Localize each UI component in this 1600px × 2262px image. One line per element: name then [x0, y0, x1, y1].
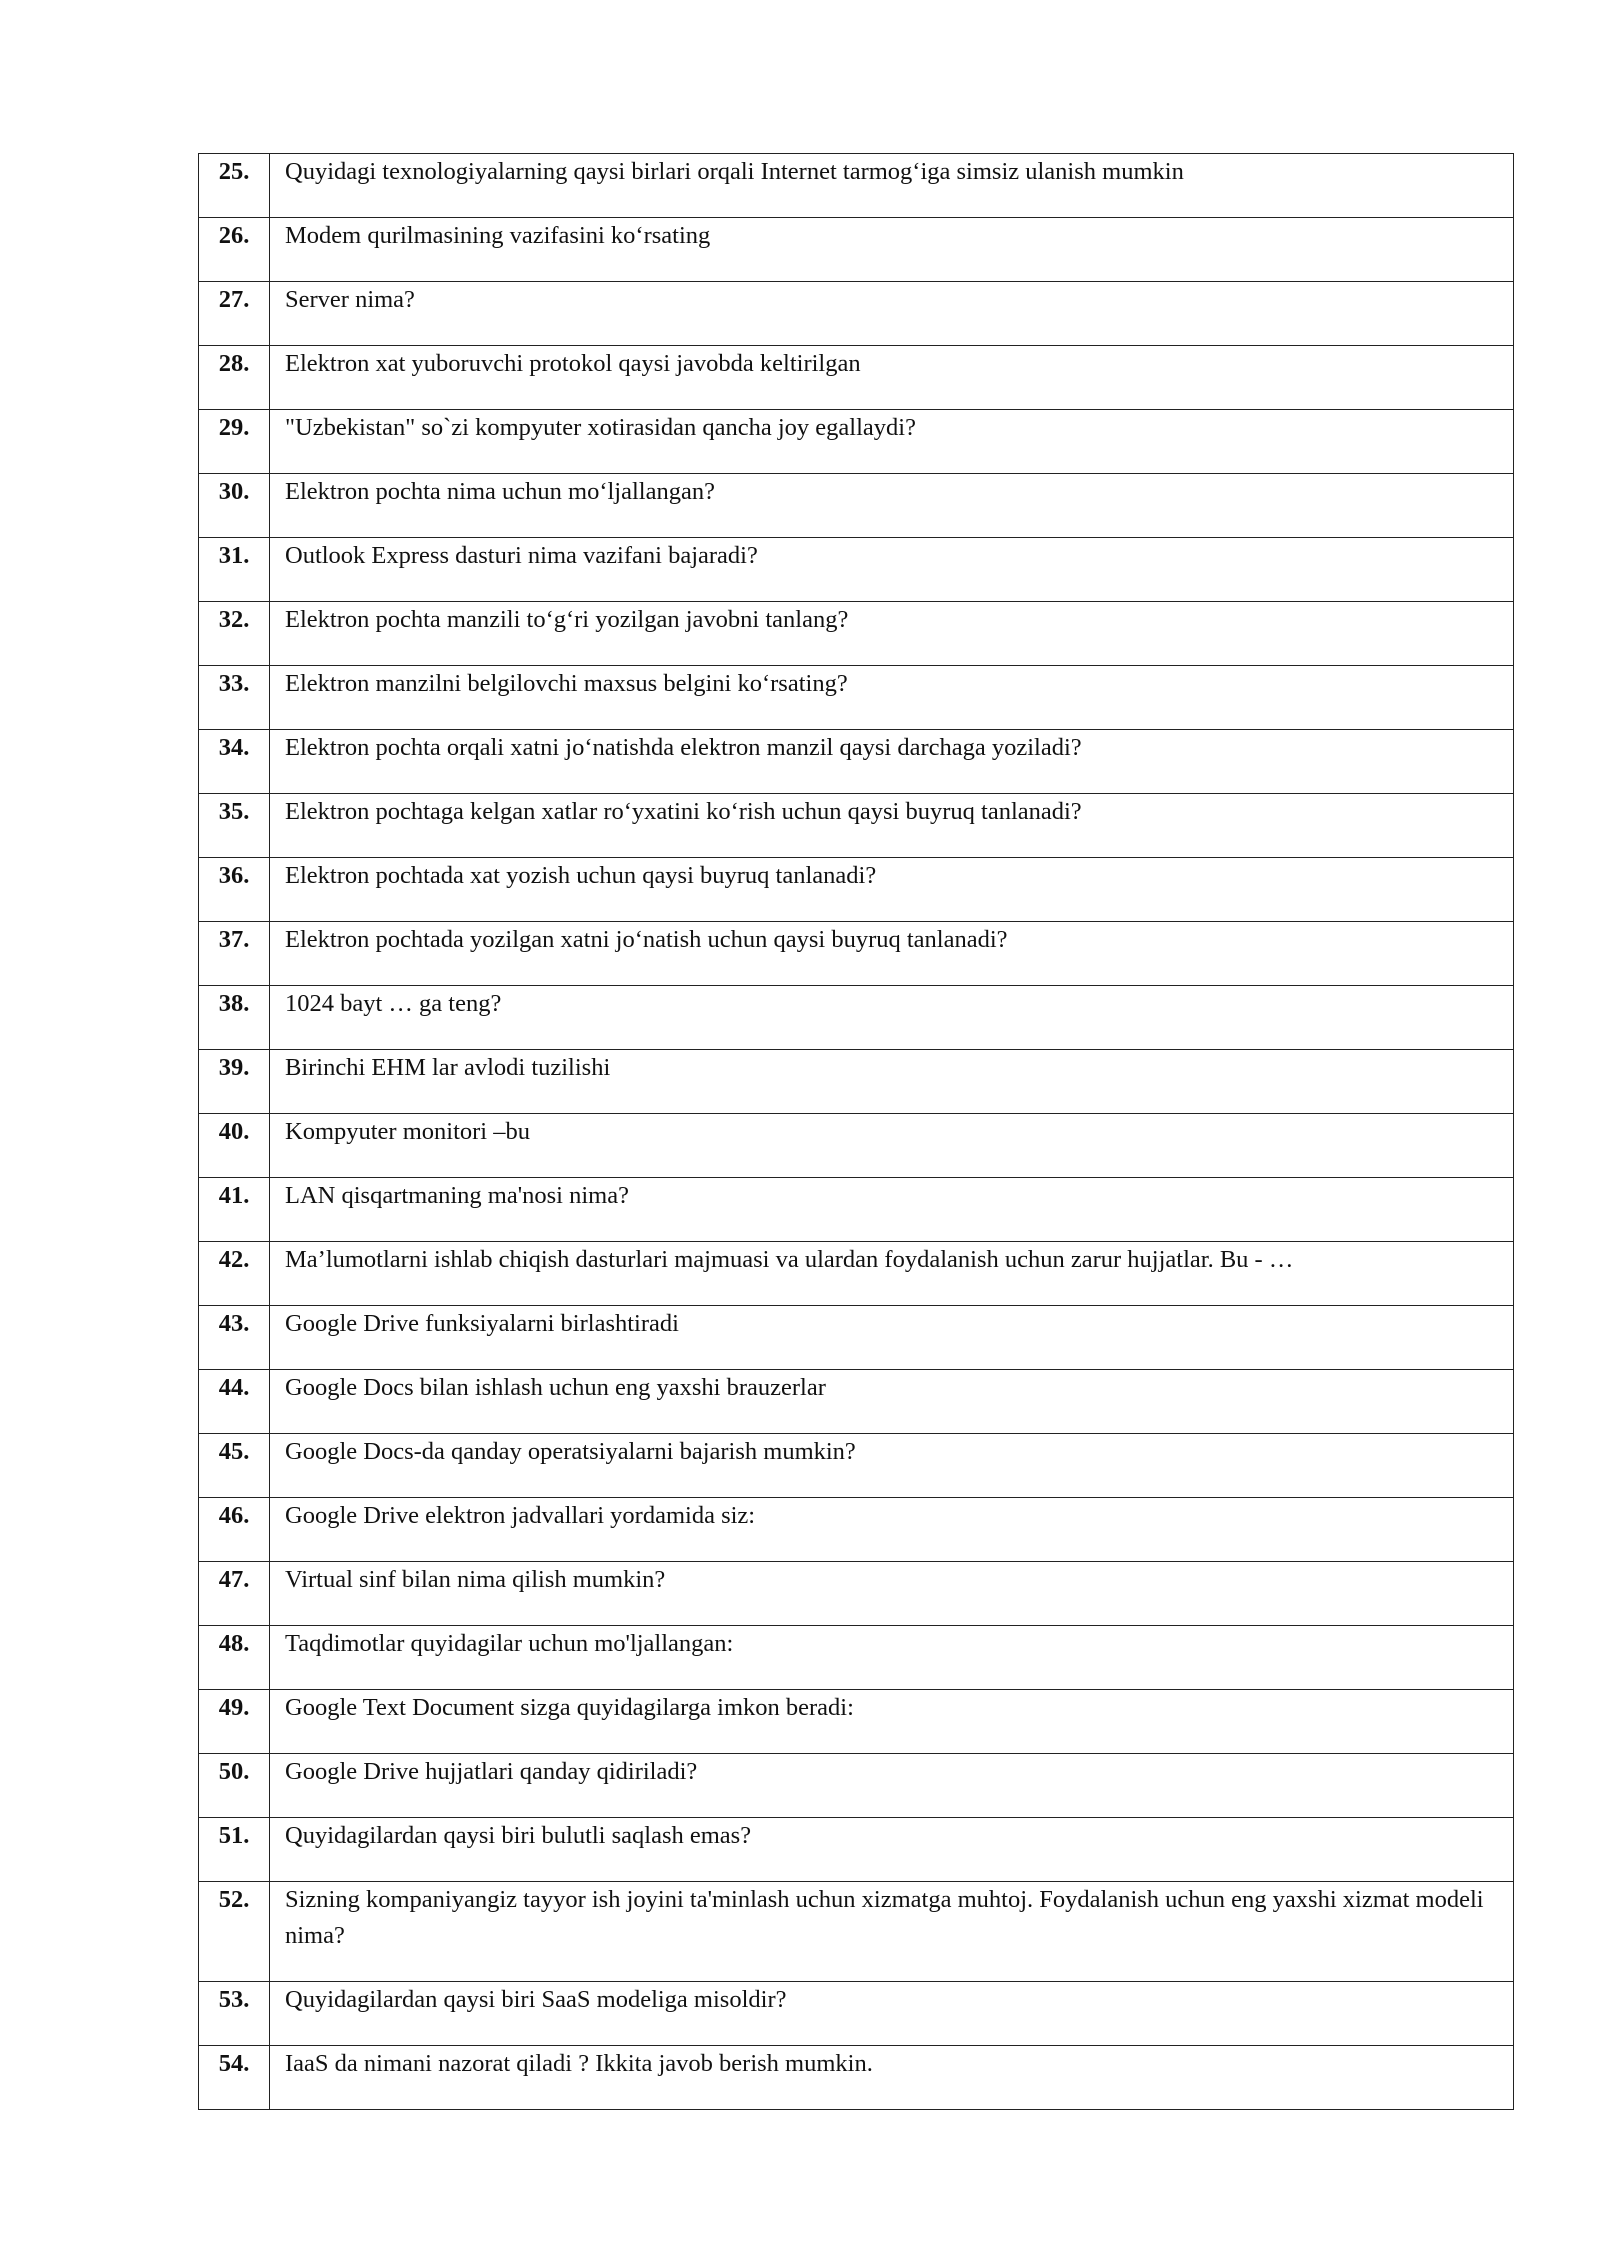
question-text [270, 1178, 1514, 1242]
question-number-text: 29. [218, 414, 250, 441]
question-number-text: 32. [218, 606, 250, 633]
question-text-content: Quyidagi texnologiyalarning qaysi birlari orqali Internet tarmog‘iga simsiz ulanish mumkin [285, 158, 1184, 185]
question-number-text: 28. [218, 350, 250, 377]
table-row [199, 666, 1514, 730]
question-text-content: "Uzbekistan" so`zi kompyuter xotirasidan qancha joy egallaydi? [285, 414, 916, 441]
question-text-content: Virtual sinf bilan nima qilish mumkin? [285, 1566, 666, 1593]
question-text-content: Kompyuter monitori –bu [285, 1118, 530, 1145]
question-text-content: Quyidagilardan qaysi biri SaaS modeliga misoldir? [285, 1986, 787, 2013]
question-number [199, 922, 270, 986]
question-number-text: 42. [218, 1246, 250, 1273]
question-text-content: Quyidagilardan qaysi biri bulutli saqlash emas? [285, 1822, 752, 1849]
question-text-content: 1024 bayt … ga teng? [285, 990, 502, 1017]
question-number-text: 38. [218, 990, 250, 1017]
question-number [199, 1306, 270, 1370]
question-text [270, 1882, 1514, 1982]
question-number-text: 47. [218, 1566, 250, 1593]
question-number-text: 36. [218, 862, 250, 889]
question-text-content: Elektron pochta manzili to‘g‘ri yozilgan javobni tanlang? [285, 606, 849, 633]
question-text-content: Google Drive elektron jadvallari yordamida siz: [285, 1502, 756, 1529]
question-text-content: Elektron pochtada yozilgan xatni jo‘natish uchun qaysi buyruq tanlanadi? [285, 926, 1008, 953]
question-text [270, 1818, 1514, 1882]
question-number [199, 1754, 270, 1818]
table-row [199, 922, 1514, 986]
table-row [199, 1178, 1514, 1242]
table-row [199, 730, 1514, 794]
question-number [199, 1498, 270, 1562]
question-text [270, 922, 1514, 986]
question-text-content: Elektron pochtada xat yozish uchun qaysi buyruq tanlanadi? [285, 862, 877, 889]
question-text-content: Outlook Express dasturi nima vazifani bajaradi? [285, 542, 758, 569]
question-number [199, 538, 270, 602]
question-number [199, 218, 270, 282]
question-number [199, 1982, 270, 2046]
question-text-content: Google Docs-da qanday operatsiyalarni bajarish mumkin? [285, 1438, 856, 1465]
table-row [199, 1982, 1514, 2046]
question-number-text: 31. [218, 542, 250, 569]
table-row [199, 1498, 1514, 1562]
question-text-content: Elektron manzilni belgilovchi maxsus belgini ko‘rsating? [285, 670, 848, 697]
question-number-text: 40. [218, 1118, 250, 1145]
table-row [199, 1882, 1514, 1982]
question-number [199, 1178, 270, 1242]
question-text [270, 1370, 1514, 1434]
question-text [270, 346, 1514, 410]
question-number-text: 54. [218, 2050, 250, 2077]
table-row [199, 986, 1514, 1050]
table-row [199, 2046, 1514, 2110]
question-text-content: IaaS da nimani nazorat qiladi ? Ikkita javob berish mumkin. [285, 2050, 873, 2077]
question-number-text: 27. [218, 286, 250, 313]
table-row [199, 1434, 1514, 1498]
table-row [199, 794, 1514, 858]
table-row [199, 474, 1514, 538]
question-text [270, 986, 1514, 1050]
question-text [270, 1626, 1514, 1690]
question-text [270, 2046, 1514, 2110]
question-text [270, 1562, 1514, 1626]
question-text-content: Elektron pochta nima uchun mo‘ljallangan? [285, 478, 715, 505]
question-number-text: 50. [218, 1758, 250, 1785]
question-number-text: 26. [218, 222, 250, 249]
question-number [199, 1434, 270, 1498]
question-text-content: Server nima? [285, 286, 415, 313]
question-text-content: Google Drive funksiyalarni birlashtiradi [285, 1310, 679, 1337]
question-text-content: Taqdimotlar quyidagilar uchun mo'ljallangan: [285, 1630, 734, 1657]
question-number-text: 39. [218, 1054, 250, 1081]
question-number [199, 602, 270, 666]
table-row [199, 1306, 1514, 1370]
question-number-text: 41. [218, 1182, 250, 1209]
table-row [199, 1370, 1514, 1434]
question-text [270, 1242, 1514, 1306]
question-number-text: 44. [218, 1374, 250, 1401]
question-number [199, 282, 270, 346]
table-row [199, 1754, 1514, 1818]
question-number-text: 46. [218, 1502, 250, 1529]
question-text [270, 410, 1514, 474]
question-number [199, 1818, 270, 1882]
question-number-text: 35. [218, 798, 250, 825]
question-number [199, 1690, 270, 1754]
question-text-content: Elektron pochta orqali xatni jo‘natishda elektron manzil qaysi darchaga yoziladi? [285, 734, 1082, 761]
question-text [270, 794, 1514, 858]
question-number [199, 1562, 270, 1626]
question-number [199, 2046, 270, 2110]
table-row [199, 346, 1514, 410]
question-number-text: 25. [218, 158, 250, 185]
question-text [270, 1754, 1514, 1818]
question-number-text: 51. [218, 1822, 250, 1849]
question-text-content: Google Drive hujjatlari qanday qidiriladi? [285, 1758, 698, 1785]
table-row [199, 410, 1514, 474]
question-text [270, 538, 1514, 602]
question-text-content: Elektron xat yuboruvchi protokol qaysi javobda keltirilgan [285, 350, 861, 377]
question-number [199, 730, 270, 794]
questions-table [198, 153, 1514, 2110]
question-text [270, 730, 1514, 794]
question-text [270, 282, 1514, 346]
question-number-text: 37. [218, 926, 250, 953]
question-text [270, 218, 1514, 282]
question-text-content: Modem qurilmasining vazifasini ko‘rsating [285, 222, 711, 249]
table-row [199, 1242, 1514, 1306]
question-number [199, 154, 270, 218]
question-text [270, 1114, 1514, 1178]
question-text-content: Google Docs bilan ishlash uchun eng yaxshi brauzerlar [285, 1374, 826, 1401]
table-row [199, 602, 1514, 666]
question-number [199, 858, 270, 922]
question-text [270, 1306, 1514, 1370]
table-row [199, 538, 1514, 602]
table-row [199, 1818, 1514, 1882]
question-text [270, 474, 1514, 538]
question-number [199, 1242, 270, 1306]
question-text-content: Birinchi EHM lar avlodi tuzilishi [285, 1054, 611, 1081]
question-text [270, 666, 1514, 730]
question-text [270, 1690, 1514, 1754]
question-text [270, 602, 1514, 666]
question-text-content: LAN qisqartmaning ma'nosi nima? [285, 1182, 629, 1209]
question-text [270, 1982, 1514, 2046]
table-row [199, 154, 1514, 218]
table-row [199, 1626, 1514, 1690]
question-text-content: Google Text Document sizga quyidagilarga imkon beradi: [285, 1694, 854, 1721]
table-row [199, 1114, 1514, 1178]
question-text-content: Ma’lumotlarni ishlab chiqish dasturlari majmuasi va ulardan foydalanish uchun zarur hujjatlar. Bu - … [285, 1246, 1294, 1273]
question-number [199, 666, 270, 730]
question-number-text: 30. [218, 478, 250, 505]
table-row [199, 282, 1514, 346]
question-number-text: 45. [218, 1438, 250, 1465]
question-number [199, 1050, 270, 1114]
question-number-text: 33. [218, 670, 250, 697]
questions-table-body [199, 154, 1514, 2110]
question-text-content: Sizning kompaniyangiz tayyor ish joyini ta'minlash uchun xizmatga muhtoj. Foydalanish uchun eng yaxshi xizmat modeli nima? [285, 1886, 1484, 1949]
question-text-content: Elektron pochtaga kelgan xatlar ro‘yxatini ko‘rish uchun qaysi buyruq tanlanadi? [285, 798, 1082, 825]
question-number-text: 53. [218, 1986, 250, 2013]
question-number [199, 1626, 270, 1690]
question-number [199, 1370, 270, 1434]
question-text [270, 1050, 1514, 1114]
question-number-text: 52. [218, 1886, 250, 1913]
question-number [199, 346, 270, 410]
question-number-text: 48. [218, 1630, 250, 1657]
question-number [199, 410, 270, 474]
question-number-text: 43. [218, 1310, 250, 1337]
table-row [199, 218, 1514, 282]
question-text [270, 154, 1514, 218]
question-text [270, 1434, 1514, 1498]
question-number [199, 1114, 270, 1178]
question-number [199, 1882, 270, 1982]
table-row [199, 1050, 1514, 1114]
question-number-text: 34. [218, 734, 250, 761]
question-number-text: 49. [218, 1694, 250, 1721]
question-number [199, 986, 270, 1050]
table-row [199, 858, 1514, 922]
table-row [199, 1690, 1514, 1754]
question-text [270, 858, 1514, 922]
table-row [199, 1562, 1514, 1626]
question-number [199, 794, 270, 858]
question-text [270, 1498, 1514, 1562]
question-number [199, 474, 270, 538]
